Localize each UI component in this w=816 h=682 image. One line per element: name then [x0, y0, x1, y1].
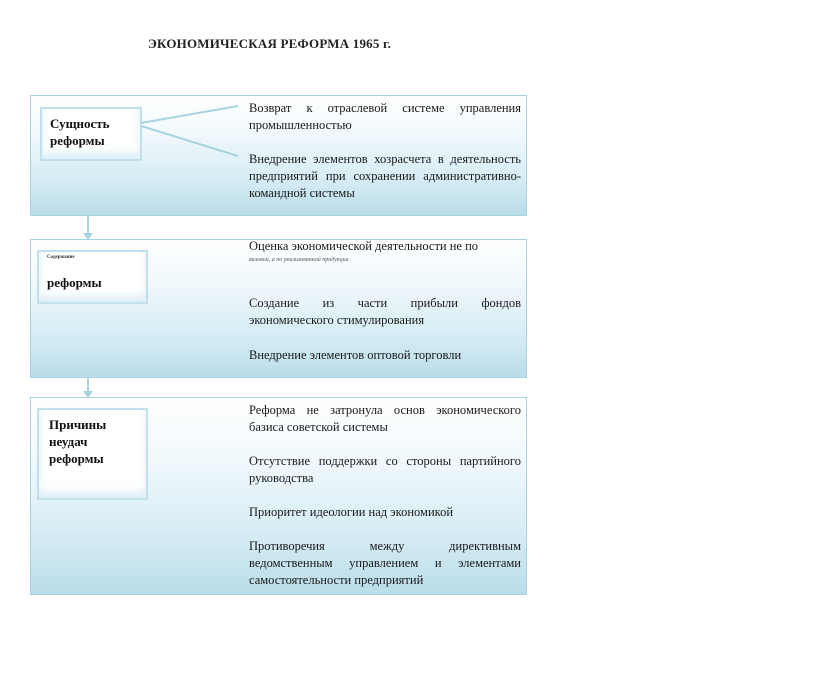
failure-item-4: Противоречия между директивным ведомственным управлением и элементами самостоятельности предприятий	[249, 539, 521, 587]
flow-arrow-1	[83, 233, 93, 240]
content-item-1-cont: валовой, а по реализованной продукции	[249, 257, 349, 263]
essence-item-2: Внедрение элементов хозрасчета в деятельность предприятий при сохранении административно-командной системы	[249, 152, 521, 200]
connector-line-1	[141, 106, 238, 123]
content-label-main: реформы	[47, 275, 102, 290]
failure-item-1: Реформа не затронула основ экономического базиса советской системы	[249, 403, 521, 434]
essence-label: Сущность реформы	[40, 107, 142, 161]
content-item-1: Оценка экономической деятельности не по	[249, 239, 479, 253]
content-item-3: Внедрение элементов оптовой торговли	[249, 348, 462, 362]
diagram-title: ЭКОНОМИЧЕСКАЯ РЕФОРМА 1965 г.	[148, 36, 392, 51]
failure-item-2: Отсутствие поддержки со стороны партийного руководства	[249, 454, 521, 485]
content-item-2: Создание из части прибыли фондов экономического стимулирования	[249, 296, 521, 327]
failure-item-3: Приоритет идеологии над экономикой	[249, 505, 454, 519]
flow-arrow-2	[83, 391, 93, 398]
connector-line-2	[141, 126, 238, 156]
essence-item-1: Возврат к отраслевой системе управления промышленностью	[249, 101, 521, 132]
content-label-small: Содержание	[47, 255, 75, 260]
failure-label: Причины неудач реформы	[37, 408, 148, 500]
